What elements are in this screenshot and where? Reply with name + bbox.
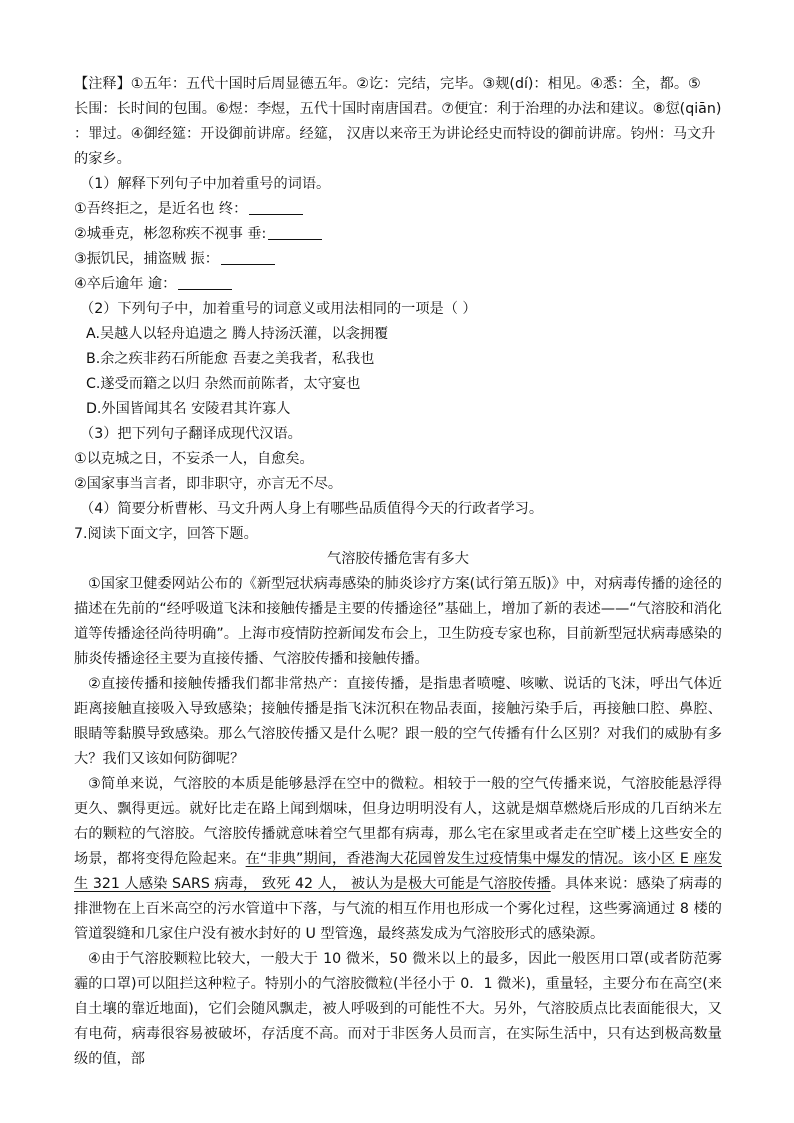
question-3-prompt: （3）把下列句子翻译成现代汉语。 <box>80 426 302 442</box>
annotation-line-4: 的家乡。 <box>74 151 131 167</box>
article-paragraph-2: ②直接传播和接触传播我们都非常热产：直接传播，是指患者喷嚏、咳嗽、说话的飞沫，呼出气体近距离接触直接吸入导致感染；接触传播是指飞沫沉积在物品表面，接触污染手后，再接触口腔、鼻腔、眼睛等黏膜导致感染。那么气溶胶传播又是什么呢？跟一般的空气传播有什么区别？对我们的威胁有多大？我们又该如何防御呢？ <box>74 676 722 767</box>
article-paragraph-4: ④由于气溶胶颗粒比较大，一般大于 10 微米，50 微米以上的最多，因此一般医用口罩(或者防范雾霾的口罩)可以阻拦这种粒子。特别小的气溶胶微粒(半径小于 0．1 微米)，重量轻，主要分布在高空(来自土壤的靠近地面)，它们会随风飘走，被人呼吸到的可能性不大。另外，气溶胶质点比表面能很大，又有电荷，病毒很容易被破坏，存活度不高。而对于非医务人员而言，在实际生活中，只有达到极高数量级的值，部 <box>74 951 722 1067</box>
question-7-prompt: 7.阅读下面文字，回答下题。 <box>74 526 258 542</box>
question-1-item-2: ②城垂克，彬忽称疾不视事 垂: <box>74 222 722 247</box>
article-paragraph-1: ①国家卫健委网站公布的《新型冠状病毒感染的肺炎诊疗方案(试行第五版)》中，对病毒传播的途径的描述在先前的“经呼吸道飞沫和接触传播是主要的传播途径”基础上，增加了新的表述——“气溶胶和消化道等传播途径尚待明确”。上海市疫情防控新闻发布会上，卫生防疫专家也称，目前新型冠状病毒感染的肺炎传播途径主要为直接传播、气溶胶传播和接触传播。 <box>74 576 722 667</box>
document-page <box>74 72 722 1072</box>
answer-blank[interactable] <box>221 250 275 265</box>
answer-blank[interactable] <box>249 200 303 215</box>
question-1-item-4: ④卒后逾年 逾： <box>74 272 722 297</box>
question-2-option-c: C.遂受而籍之以归 杂然而前陈者，太守宴也 <box>86 376 361 392</box>
article-title: 气溶胶传播危害有多大 <box>327 551 469 567</box>
underlined-passage: 在“非典”期间，香港淘大花园曾发生过疫情集中爆发的情况。该小区 E 座发生 321 人感染 SARS 病毒， 致死 42 人， 被认为是极大可能是气溶胶传播 <box>74 851 722 892</box>
question-4-prompt: （4）简要分析曹彬、马文升两人身上有哪些品质值得今天的行政者学习。 <box>80 501 544 517</box>
annotation-line-3: ：罪过。④御经筵：开设御前讲席。经筵， 汉唐以来帝王为讲论经史而特设的御前讲席。钧州：马文升 <box>74 126 716 142</box>
article-paragraph-3: ③简单来说，气溶胶的本质是能够悬浮在空中的微粒。相较于一般的空气传播来说，气溶胶能悬浮得更久、飘得更远。就好比走在路上闻到烟味，但身边明明没有人，这就是烟草燃烧后形成的几百纳米左右的颗粒的气溶胶。气溶胶传播就意味着空气里都有病毒，那么宅在家里或者走在空旷楼上这些安全的场景，都将变得危险起来。在“非典”期间，香港淘大花园曾发生过疫情集中爆发的情况。该小区 E 座发生 321 人感染 SARS 病毒， 致死 42 人， 被认为是极大可能是气溶胶传播。具体来说：感染了病毒的排泄物在上百米高空的污水管道中下落，与气流的相互作用也形成一个雾化过程，这些雾滴通过 8 楼的管道裂缝和几家住户没有被水封好的 U 型管逸，最终蒸发成为气溶胶形式的感染源。 <box>74 776 722 942</box>
answer-blank[interactable] <box>178 275 232 290</box>
annotation-line-1: 【注释】①五年：五代十国时后周显德五年。②讫：完结，完毕。③觌(dí)：相见。④悉：全，都。⑤ <box>74 76 701 92</box>
question-1-item-3: ③振饥民，捕盗贼 振： <box>74 247 722 272</box>
answer-blank[interactable] <box>268 225 322 240</box>
question-2-option-a: A.吴越人以轻舟追遗之 腾人持汤沃灌，以衾拥覆 <box>86 326 389 342</box>
annotation-line-2: 长围：长时间的包围。⑥煜：李煜，五代十国时南唐国君。⑦便宜：利于治理的办法和建议。⑧愆(qiān) <box>74 101 722 117</box>
question-3-item-1: ①以克城之日，不妄杀一人，自愈矣。 <box>74 451 314 467</box>
question-3-item-2: ②国家事当言者，即非职守，亦言无不尽。 <box>74 476 343 492</box>
question-1-item-1: ①吾终拒之，是近名也 终： <box>74 197 722 222</box>
question-1-prompt: （1）解释下列句子中加着重号的词语。 <box>80 176 331 192</box>
question-2-option-b: B.余之疾非药石所能愈 吾妻之美我者，私我也 <box>86 351 375 367</box>
question-2-prompt: （2）下列句子中，加着重号的词意义或用法相同的一项是（ ） <box>80 301 477 317</box>
question-2-option-d: D.外国皆闻其名 安陵君其许寡人 <box>86 401 291 417</box>
